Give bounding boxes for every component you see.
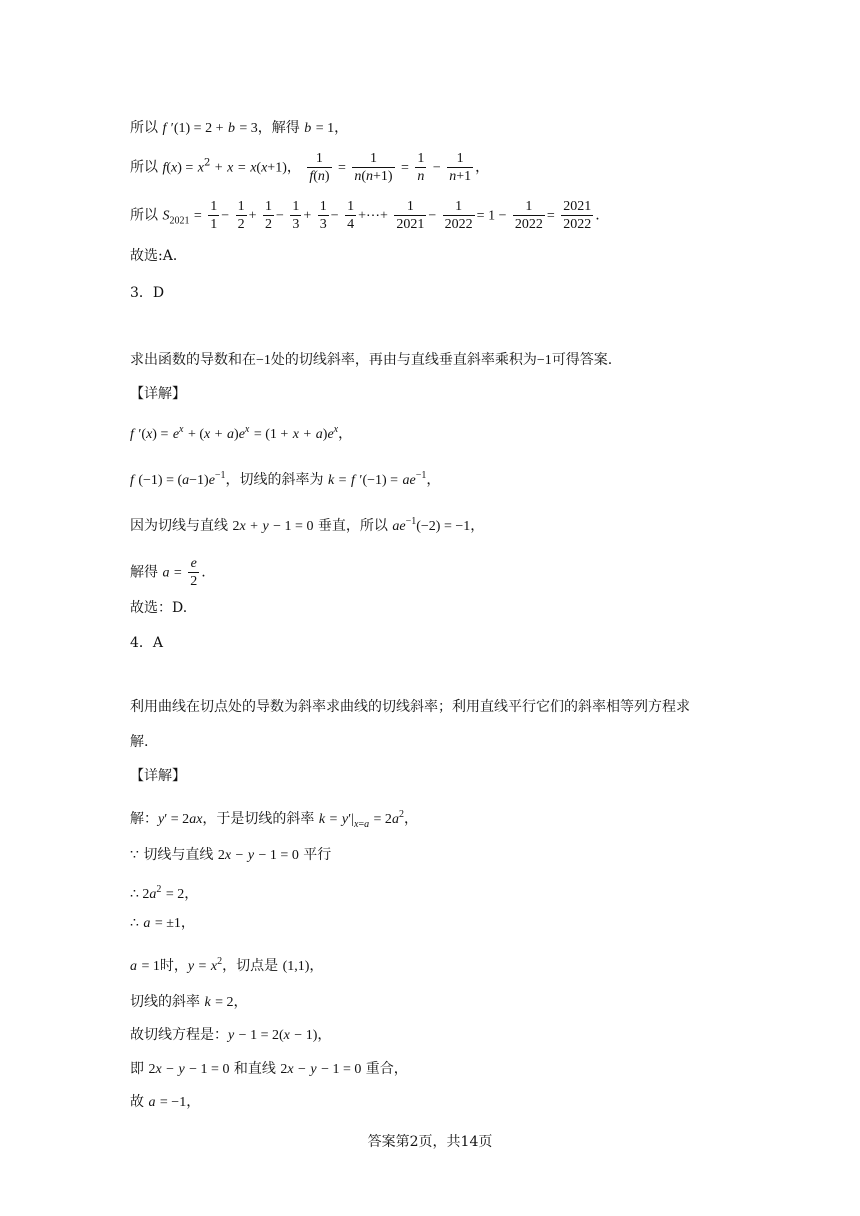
answer-choice-d: 故选：D. [130, 600, 188, 616]
analysis-4a: 利用曲线在切点处的导数为斜率求曲线的切线斜率；利用直线平行它们的斜率相等列方程求 [130, 699, 690, 715]
detail-heading-4: 【详解】 [130, 768, 186, 784]
solution-4-line-8: 即 2x − y − 1 = 0 和直线 2x − y − 1 = 0 重合， [130, 1061, 408, 1077]
solve-a-line: 解得 a = $\frac{e}{2}$ . [130, 556, 206, 589]
solution-4-line-5: a = 1时，$y = x^2$，切点是 (1,1)， [130, 956, 324, 974]
solution-4-line-1: 解：y′ = 2ax，于是切线的斜率 $k = y'|_{x=a} = 2a^2$， [130, 809, 418, 830]
solution-4-line-2: ∵ 切线与直线 2x − y − 1 = 0 平行 [130, 847, 332, 863]
detail-heading-3: 【详解】 [130, 386, 186, 402]
question-3-label: 3．D [130, 285, 165, 301]
perpendicular-line: 因为切线与直线 2x + y − 1 = 0 垂直，所以 $ae^{-1}(-2) = -1$， [130, 516, 485, 534]
solution-4-line-7: 故切线方程是：y − 1 = 2(x − 1)， [130, 1027, 332, 1043]
solution-4-line-3: ∴ $2a^2 = 2$， [130, 884, 199, 902]
solution-line-1: 所以 f ′(1) = 2 + b = 3，解得 b = 1， [130, 120, 349, 136]
solution-4-line-9: 故 a = −1， [130, 1094, 201, 1110]
question-4-label: 4．A [130, 635, 164, 651]
solution-line-2: 所以 $f(x) = x^2 + x = x(x+1)$， $\frac{1}{f(n)}$ = $\frac{1}{n(n+1)}$ = $\frac{1}{n}$ − $\frac{1}{n+1}$ ， [130, 151, 490, 184]
solution-4-line-4: ∴ a = ±1， [130, 915, 195, 931]
slope-line: f $(-1) = (a-1)e^{-1}$，切线的斜率为 k = f $'(-1) = ae^{-1}$， [130, 470, 441, 488]
analysis-3: 求出函数的导数和在−1处的切线斜率，再由与直线垂直斜率乘积为−1可得答案. [130, 352, 613, 368]
solution-line-3: 所以 $S_{2021}$ = $\frac{1}{1}$ − $\frac{1}{2}$ + $\frac{1}{2}$ − $\frac{1}{3}$ + $\frac{1}{3}$ − $\frac{1}{4}$ +⋯+ $\frac{1}{2021}$ − $\frac{1}{2022}$ = 1 − $\frac{1}{2022}$ = $\frac{2021}{2022}$ . [130, 199, 600, 232]
analysis-4b: 解. [130, 734, 149, 750]
page-footer: 答案第2页，共14页 [367, 1134, 493, 1150]
answer-choice-a: 故选:A． [130, 248, 187, 264]
derivative-line: f $'(x) = e^x + (x + a)e^x = (1 + x + a)e^x$， [130, 424, 353, 442]
solution-4-line-6: 切线的斜率 k = 2， [130, 994, 248, 1010]
